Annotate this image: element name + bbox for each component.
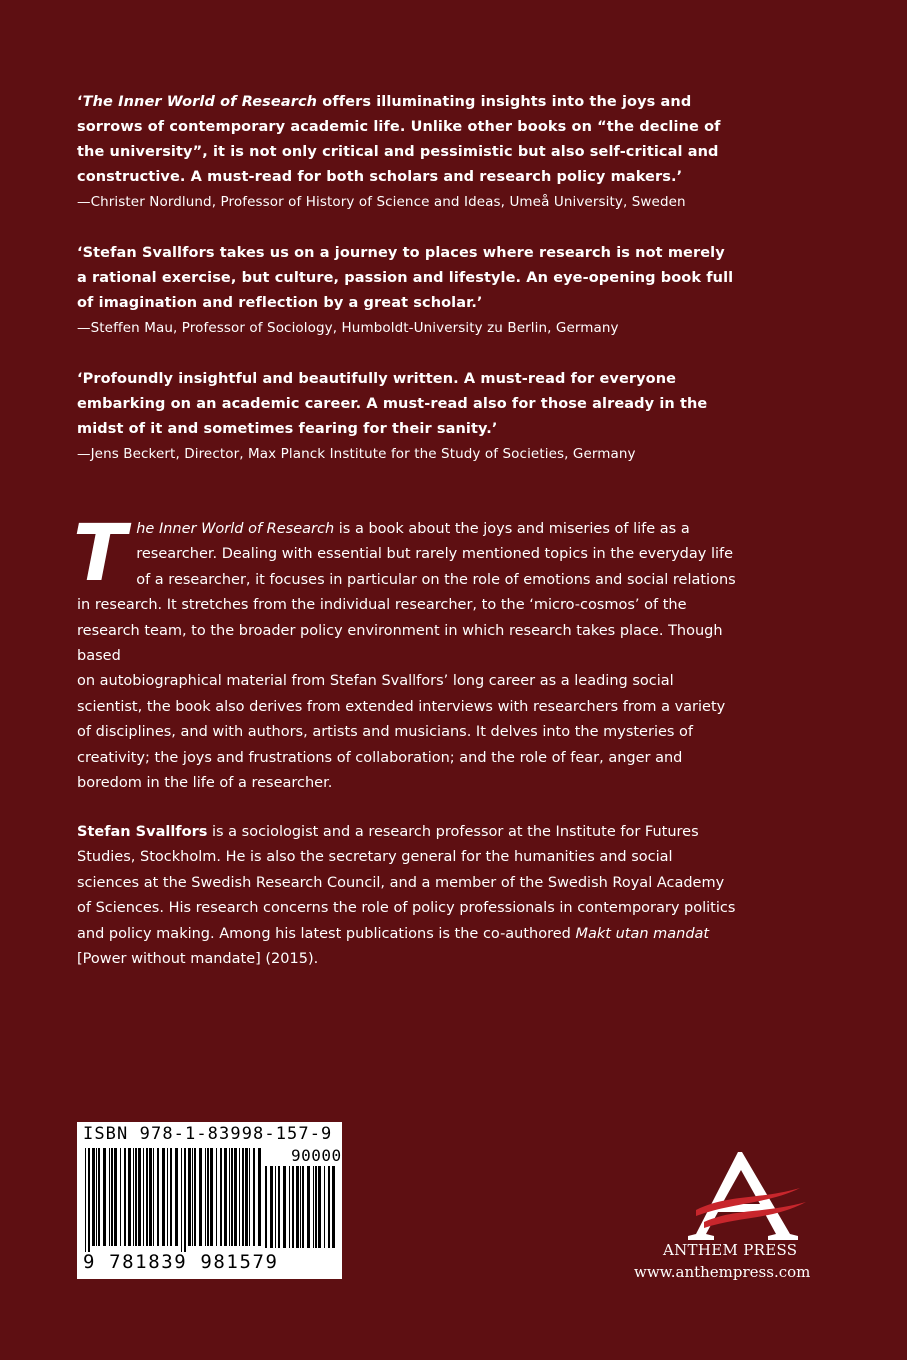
- barcode-bar: [229, 1148, 230, 1246]
- barcode-bar: [234, 1148, 237, 1246]
- quote-3-text: ‘Profoundly insightful and beautifully written. A must-read for everyone embarking on an academic career. A must-read also for those already in the midst of it and sometimes fearing for their sanity.’: [77, 371, 708, 437]
- barcode-bar: [249, 1148, 250, 1246]
- barcode-bar: [135, 1148, 137, 1246]
- barcode-bar: [157, 1148, 159, 1246]
- quote-1-text: [77, 90, 737, 190]
- barcode-bar: [194, 1148, 196, 1246]
- quote-2-text: ‘Stefan Svallfors takes us on a journey to places where research is not merely a rational exercise, but culture, passion and lifestyle. An eye-opening book full of imagination and reflection by a great scholar.’: [77, 245, 734, 311]
- barcode-bar: [175, 1148, 178, 1246]
- barcode-bar: [114, 1148, 117, 1246]
- barcode-bar: [245, 1148, 248, 1246]
- barcode-bar: [224, 1148, 227, 1246]
- book-description-para-1: [73, 509, 737, 669]
- barcode-bar: [258, 1148, 261, 1246]
- drop-cap: T: [73, 509, 127, 599]
- barcode-bar: [109, 1148, 110, 1246]
- barcode-bar: [313, 1166, 314, 1248]
- barcode-bar: [103, 1148, 106, 1246]
- barcode-bar: [283, 1166, 286, 1248]
- barcode-bar: [143, 1148, 144, 1246]
- anthem-press-logo-icon: [638, 1142, 838, 1282]
- barcode-digits: 9 781839 981579: [83, 1251, 279, 1273]
- barcode-bar: [216, 1148, 217, 1246]
- quote-3-attribution: —Jens Beckert, Director, Max Planck Institute for the Study of Societies, Germany: [77, 446, 636, 462]
- barcode-bar: [92, 1148, 95, 1246]
- barcode-bar: [98, 1148, 100, 1246]
- endorsement-quote-1: [77, 90, 737, 215]
- barcode-bar: [85, 1148, 86, 1252]
- barcode-bar: [318, 1166, 321, 1248]
- quote-1-attribution: —Christer Nordlund, Professor of History of Science and Ideas, Umeå University, Sweden: [77, 194, 686, 210]
- barcode-bar: [162, 1148, 165, 1246]
- book-description-para-2: on autobiographical material from Stefan Svallfors’ long career as a leading social scientist, the book also derives from extended interviews with researchers from a variety of disciplines, and with authors, artists and musicians. It delves into the mysteries of creativity; the joys and frustrations of collaboration; and the role of fear, anger and boredom in the life of a researcher.: [77, 673, 726, 792]
- barcode-bar: [167, 1148, 168, 1246]
- publisher-name: ANTHEM PRESS: [663, 1241, 798, 1259]
- barcode-bar: [242, 1148, 244, 1246]
- quote-1-book-title: The Inner World of Research: [82, 94, 318, 110]
- barcode-bar: [88, 1148, 90, 1252]
- barcode-bar: [265, 1166, 267, 1248]
- barcode-bar: [289, 1166, 290, 1248]
- barcode-bar: [138, 1148, 141, 1246]
- quote-2-attribution: —Steffen Mau, Professor of Sociology, Humboldt-University zu Berlin, Germany: [77, 320, 619, 336]
- barcode-bar: [170, 1148, 172, 1246]
- barcode-bar: [205, 1148, 206, 1246]
- addon-barcode-bars: [263, 1166, 335, 1248]
- barcode-bar: [231, 1148, 233, 1246]
- barcode-bar: [146, 1148, 148, 1246]
- author-bio-body: is a sociologist and a research professor at the Institute for Futures Studies, Stockholm. He is also the secretary general for the humanities and social sciences at the Swedish Research Council, and a member of the Swedish Royal Academy of Sciences. His research concerns the role of policy professionals in contemporary politics and policy making. Among his latest publications is the co-authored: [77, 824, 736, 942]
- ean-barcode-bars: [83, 1148, 261, 1252]
- isbn-barcode: [77, 1122, 342, 1279]
- barcode-bar: [302, 1166, 304, 1248]
- author-name: Stefan Svallfors: [77, 824, 208, 840]
- barcode-bar: [328, 1166, 330, 1248]
- barcode-bar: [124, 1148, 126, 1246]
- endorsement-quote-2: [77, 241, 737, 341]
- barcode-bar: [149, 1148, 152, 1246]
- barcode-bar: [220, 1148, 222, 1246]
- book-description: [73, 509, 737, 796]
- quote-1-body: offers illuminating insights into the joys and sorrows of contemporary academic life. Unlike other books on “the decline of the university”, it is not only critical and pessimistic but also self-critical and constructive. A must-read for both scholars and research policy makers.’: [77, 94, 721, 185]
- barcode-bar: [184, 1148, 186, 1252]
- barcode-bar: [192, 1148, 193, 1246]
- barcode-bar: [111, 1148, 113, 1246]
- barcode-bar: [332, 1166, 335, 1248]
- barcode-bar: [324, 1166, 325, 1248]
- author-bio-text: [77, 820, 737, 972]
- barcode-bar: [153, 1148, 154, 1246]
- barcode-bar: [296, 1166, 299, 1248]
- barcode-bar: [239, 1148, 240, 1246]
- endorsement-quote-3: [77, 367, 737, 467]
- publisher-url[interactable]: www.anthempress.com: [634, 1263, 811, 1281]
- barcode-bar: [253, 1148, 255, 1246]
- barcode-bar: [181, 1148, 182, 1252]
- isbn-label: ISBN 978-1-83998-157-9: [83, 1124, 333, 1144]
- barcode-bar: [120, 1148, 121, 1246]
- book-description-title: he Inner World of Research: [136, 521, 335, 537]
- barcode-bar: [275, 1166, 276, 1248]
- barcode-bar: [292, 1166, 294, 1248]
- barcode-bar: [207, 1148, 209, 1246]
- quote-1-open-mark: ‘: [77, 94, 83, 110]
- book-description-text-1: is a book about the joys and miseries of life as a researcher. Dealing with essential but rarely mentioned topics in the everyday life of a researcher, it focuses in particular on the role of emotions and social relations in research. It stretches from the individual researcher, to the ‘micro-cosmos’ of the research team, to the broader policy environment in which research takes place. Though based: [77, 521, 736, 665]
- barcode-bar: [300, 1166, 301, 1248]
- barcode-bar: [128, 1148, 131, 1246]
- barcode-bar: [307, 1166, 310, 1248]
- author-bio-end: [Power without mandate] (2015).: [77, 951, 319, 968]
- barcode-bar: [315, 1166, 317, 1248]
- barcode-bar: [199, 1148, 202, 1246]
- barcode-bar: [133, 1148, 134, 1246]
- barcode-bar: [210, 1148, 213, 1246]
- author-book-title: Makt utan mandat: [575, 925, 710, 942]
- author-bio: [77, 820, 737, 972]
- barcode-bar: [270, 1166, 273, 1248]
- price-code: 90000: [291, 1146, 342, 1165]
- barcode-bar: [278, 1166, 280, 1248]
- barcode-bar: [188, 1148, 191, 1246]
- barcode-bar: [96, 1148, 97, 1246]
